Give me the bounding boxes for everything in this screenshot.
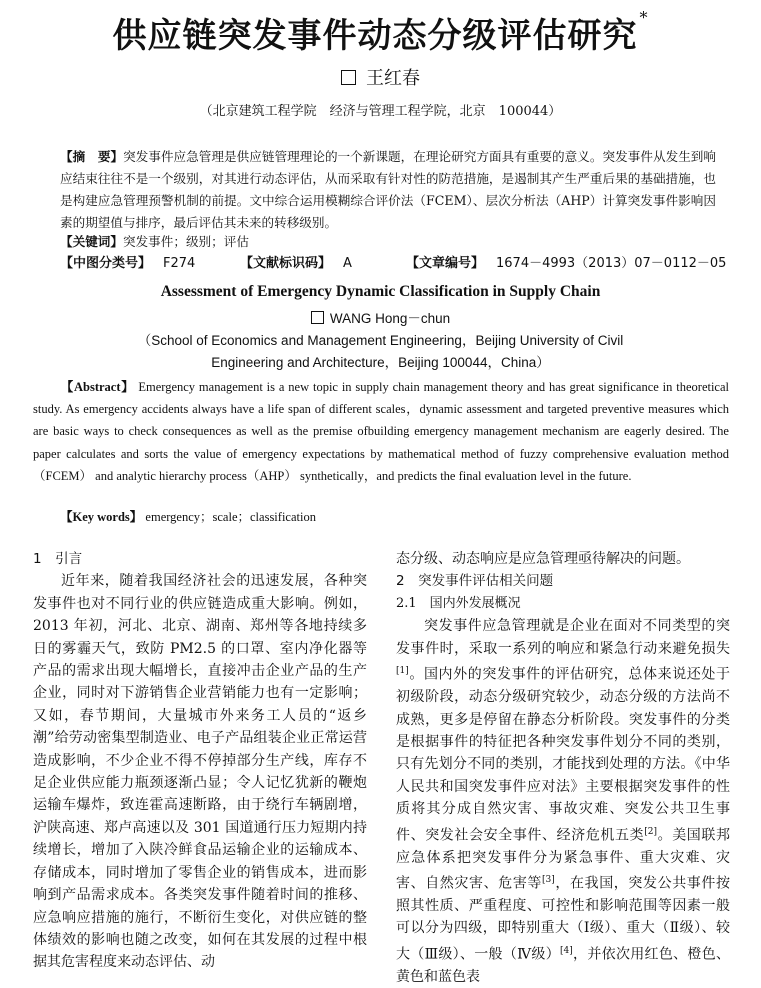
abstract-cn-text: 突发事件应急管理是供应链管理理论的一个新课题，在理论研究方面具有重要的意义。突发事件从发生到响应结束往往不是一个级别，对其进行动态评估，从而采取有针对性的防范措施，是遏制其产生严重后果的基础措施，也是构建应急管理预警机制的前提。文中综合运用模糊综合评价法（FCEM）、层次分析法（AHP）计算突发事件影响因素的期望值与排序，最后评估其未来的转移级别。	[60, 149, 717, 230]
title-footnote-mark: *	[639, 8, 649, 27]
body-right-column	[396, 548, 730, 988]
checkbox-square-icon	[341, 70, 356, 85]
abstract-en-text: Emergency management is a new topic in supply chain management theory and has great significance in theoretical study. As emergency accidents always have a life span of different scales，dynamic assessment and targeted preventive measures which are basic ways to check consequences as well as the premise ofbuilding emergency management mechanism are eagerly desired. The paper calculates and sorts the value of emergency expectations by mathematical method of fuzzy comprehensive evaluation method（FCEM） and analytic hierarchy process（AHP） synthetically，and predicts the final evaluation level in the future.	[33, 380, 730, 483]
keywords-cn-label: 【关键词】	[60, 234, 123, 249]
keywords-en-label: 【Key words】	[60, 510, 143, 524]
english-affiliation-2: Engineering and Architecture，Beijing 100044，China）	[211, 355, 550, 370]
paper-title: 供应链突发事件动态分级评估研究 *	[112, 8, 649, 56]
citation-2[interactable]: [2]	[644, 826, 657, 837]
english-title: Assessment of Emergency Dynamic Classification in Supply Chain	[160, 283, 601, 300]
keywords-cn-text: 突发事件；级别；评估	[122, 234, 249, 249]
clc-number: 【中图分类号】 F274	[60, 256, 196, 271]
section-2-heading: 2 突发事件评估相关问题	[396, 573, 554, 590]
checkbox-square-icon	[311, 311, 324, 324]
english-author-line	[0, 307, 761, 327]
abstract-cn	[60, 146, 716, 234]
keywords-cn	[60, 231, 249, 250]
section-2-1-heading: 2.1 国内外发展概况	[396, 595, 521, 611]
abstract-cn-label: 【摘 要】	[60, 149, 124, 164]
continued-paragraph: 态分级、动态响应是应急管理亟待解决的问题。	[396, 551, 690, 567]
abstract-en-label: 【Abstract】	[60, 380, 135, 394]
affiliation: （北京建筑工程学院 经济与管理工程学院，北京 100044）	[199, 104, 562, 119]
section-2-1-paragraph: 突发事件应急管理就是企业在面对不同类型的突发事件时，采取一系列的响应和紧急行动来避免损失[1]。国内外的突发事件的评估研究，总体来说还处于初级阶段，动态分级研究较少，动态分级的方法尚不成熟，更多是停留在静态分析阶段。突发事件的分类是根据事件的特征把各种突发事件划分不同的类别，只有先划分不同的类别，才能找到处理的方法。《中华人民共和国突发事件应对法》主要根据突发事件的性质将其分成自然灾害、事故灾难、突发公共卫生事件、突发社会安全事件、经济危机五类[2]。美国联邦应急体系把突发事件分为紧急事件、重大灾难、灾害、自然灾害、危害等[3]，在我国，突发公共事件按照其性质、严重程度、可控性和影响范围等因素一般可以分为四级，即特别重大（Ⅰ级）、重大（Ⅱ级）、较大（Ⅲ级）、一般（Ⅳ级）[4]，并依次用红色、橙色、黄色和蓝色表	[396, 618, 731, 985]
citation-4[interactable]: [4]	[560, 945, 573, 956]
article-number: 【文章编号】 1674－4993（2013）07－0112－05	[406, 256, 727, 271]
author-line	[0, 64, 761, 90]
author-name: 王红春	[366, 68, 420, 89]
keywords-en	[60, 507, 316, 525]
english-author: WANG Hong－chun	[329, 311, 451, 326]
body-left-column	[33, 548, 367, 974]
keywords-en-text: emergency；scale；classification	[142, 510, 316, 524]
document-code: 【文献标识码】 A	[240, 256, 352, 271]
citation-3[interactable]: [3]	[542, 875, 555, 885]
section-1-heading: 1 引言	[33, 551, 83, 567]
english-affiliation-1: （School of Economics and Management Engineering，Beijing University of Civil	[137, 333, 624, 348]
citation-1[interactable]: [1]	[396, 666, 409, 677]
section-1-paragraph: 近年来，随着我国经济社会的迅速发展，各种突发事件也对不同行业的供应链造成重大影响。例如，2013 年初，河北、北京、湖南、郑州等各地持续多日的雾霾天气，致防 PM2.5 的口罩、室内净化器等产品的需求出现大幅增长，直接冲击企业产品的生产企业，同时对下游销售企业营销能力也有一定影响；又如，春节期间，大量城市外来务工人员的“返乡潮”给劳动密集型制造业、电子产品组装企业正常运营造成影响，不少企业不得不停掉部分生产线，库存不足企业供应能力瓶颈逐渐凸显；令人记忆犹新的鞭炮运输车爆炸，致连霍高速断路，由于绕行车辆剧增，沪陕高速、郑卢高速以及 301 国道通行压力短期内持续增长，增加了入陕冷鲜食品运输企业的运输成本、存储成本，同时增加了零售企业的销售成本，进而影响到产品需求成本。各类突发事件随着时间的推移、应急响应措施的施行，不断衍生变化，对供应链的整体绩效的影响也随之改变，如何在其发展的过程中根据其危害程度来动态评估、动	[33, 573, 367, 971]
abstract-en	[33, 376, 729, 487]
